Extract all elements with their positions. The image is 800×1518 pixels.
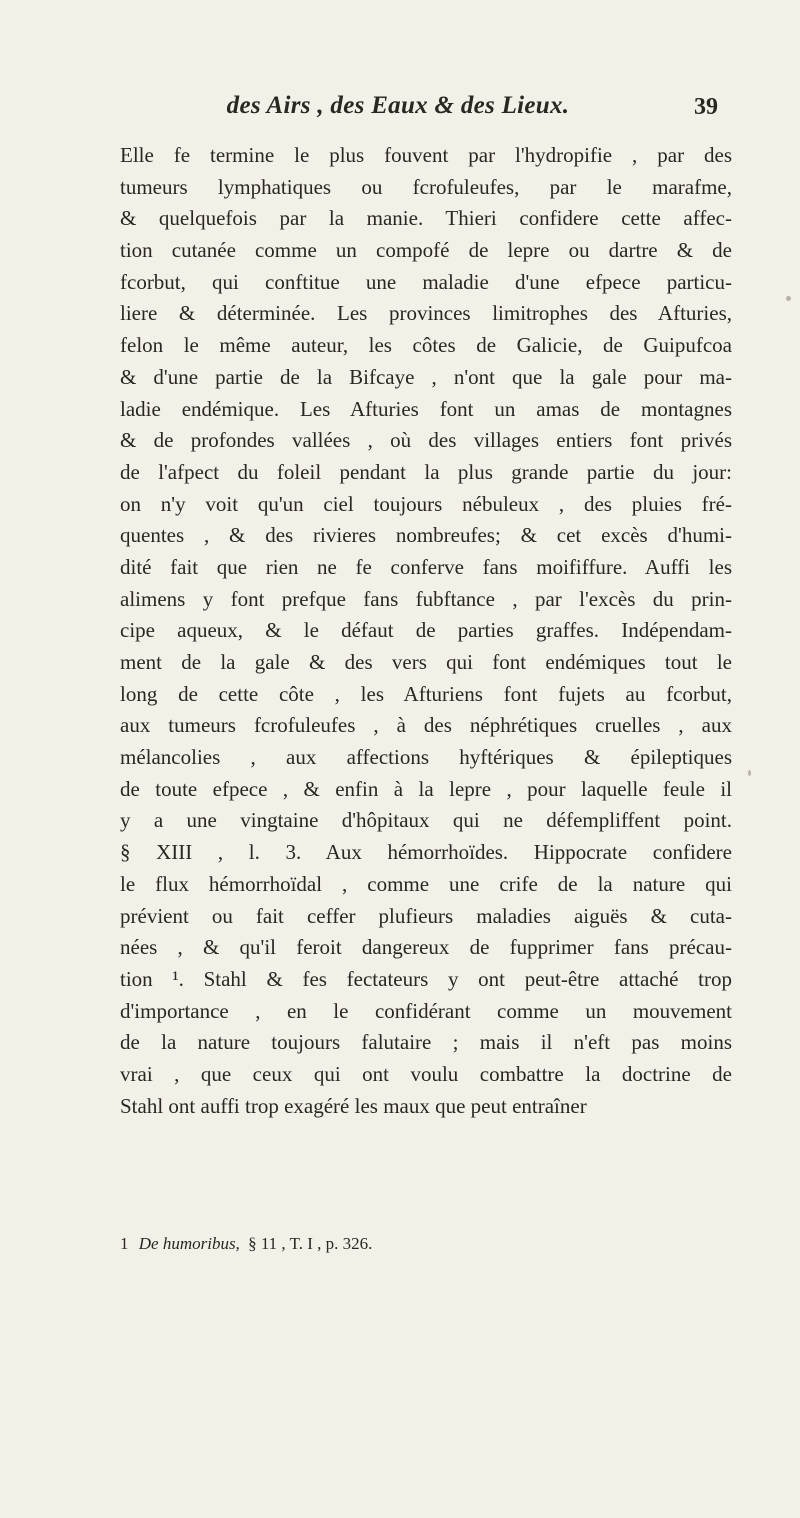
text-line: Stahl ont auffi trop exagéré les maux que peut entraîner bbox=[120, 1093, 587, 1118]
text-line: dité fait que rien ne fe conferve fans moififfure. Auffi les bbox=[120, 554, 732, 579]
text-line: tion cutanée comme un compofé de lepre ou dartre & de bbox=[120, 238, 732, 263]
text-line: & d'une partie de la Bifcaye , n'ont que la gale pour ma- bbox=[120, 364, 732, 389]
footnote-mark: 1 bbox=[120, 1234, 129, 1253]
body-text bbox=[120, 140, 732, 1122]
text-line: Elle fe termine le plus fouvent par l'hydropifie , par des bbox=[120, 143, 732, 167]
running-title: des Airs , des Eaux & des Lieux. bbox=[226, 92, 570, 119]
text-line: alimens y font prefque fans fubftance , par l'excès du prin- bbox=[120, 586, 732, 611]
text-line: prévient ou fait ceffer plufieurs maladies aiguës & cuta- bbox=[120, 903, 732, 928]
text-line: y a une vingtaine d'hôpitaux qui ne défempliffent point. bbox=[120, 808, 732, 833]
text-line: on n'y voit qu'un ciel toujours nébuleux , des pluies fré- bbox=[120, 491, 732, 516]
text-line: fcorbut, qui conftitue une maladie d'une efpece particu- bbox=[120, 269, 732, 294]
text-line: liere & déterminée. Les provinces limitrophes des Afturies, bbox=[120, 301, 732, 326]
running-header bbox=[118, 92, 718, 122]
text-line: le flux hémorrhoïdal , comme une crife de la nature qui bbox=[120, 871, 732, 896]
text-line: tumeurs lymphatiques ou fcrofuleufes, par le marafme, bbox=[120, 174, 732, 199]
page-number: 39 bbox=[694, 94, 718, 120]
paper-speck bbox=[748, 770, 751, 776]
text-line: d'importance , en le confidérant comme un mouvement bbox=[120, 998, 732, 1023]
text-line: mélancolies , aux affections hyftériques & épileptiques bbox=[120, 745, 732, 770]
text-line: de la nature toujours falutaire ; mais il n'eft pas moins bbox=[120, 1030, 732, 1055]
text-line: & quelquefois par la manie. Thieri confidere cette affec- bbox=[120, 206, 732, 231]
text-line: ladie endémique. Les Afturies font un amas de montagnes bbox=[120, 396, 732, 421]
footnote-title: De humoribus, bbox=[138, 1234, 240, 1253]
text-line: & de profondes vallées , où des villages entiers font privés bbox=[120, 428, 732, 453]
text-line: nées , & qu'il feroit dangereux de fupprimer fans précau- bbox=[120, 935, 732, 960]
footnote bbox=[120, 1234, 732, 1254]
text-line: ment de la gale & des vers qui font endémiques tout le bbox=[120, 650, 732, 674]
text-line: cipe aqueux, & le défaut de parties graffes. Indépendam- bbox=[120, 618, 732, 643]
text-line: vrai , que ceux qui ont voulu combattre la doctrine de bbox=[120, 1061, 732, 1086]
footnote-reference: § 11 , T. I , p. 326. bbox=[248, 1234, 373, 1253]
text-line: de toute efpece , & enfin à la lepre , pour laquelle feule il bbox=[120, 776, 732, 801]
text-line: de l'afpect du foleil pendant la plus grande partie du jour: bbox=[120, 459, 732, 484]
text-line: aux tumeurs fcrofuleufes , à des néphrétiques cruelles , aux bbox=[120, 713, 732, 738]
text-line: quentes , & des rivieres nombreufes; & cet excès d'humi- bbox=[120, 523, 732, 548]
paper-speck bbox=[786, 296, 791, 301]
text-line: § XIII , l. 3. Aux hémorrhoïdes. Hippocrate confidere bbox=[120, 840, 732, 865]
text-line: felon le même auteur, les côtes de Galicie, de Guipufcoa bbox=[120, 333, 732, 358]
text-line: long de cette côte , les Afturiens font fujets au fcorbut, bbox=[120, 681, 732, 706]
text-line: tion ¹. Stahl & fes fectateurs y ont peut-être attaché trop bbox=[120, 966, 732, 991]
